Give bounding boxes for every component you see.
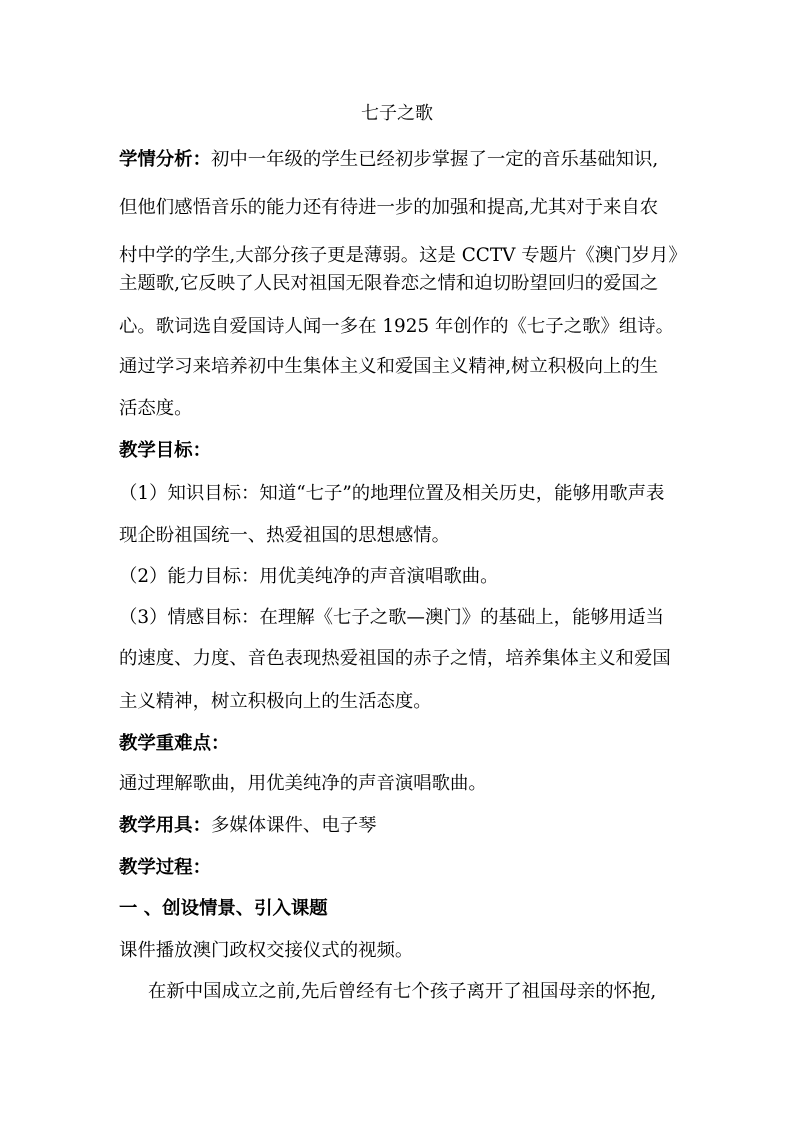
process-heading: 教学过程：: [119, 857, 211, 878]
analysis-line-2: 但他们感悟音乐的能力还有待进一步的加强和提高,尤其对于来自农: [119, 197, 659, 218]
analysis-line-3: 村中学的学生,大部分孩子更是薄弱。这是 CCTV 专题片《澳门岁月》: [119, 245, 687, 266]
analysis-line-6: 通过学习来培养初中生集体主义和爱国主义精神,树立积极向上的生: [119, 356, 659, 377]
goals-line-6: 主义精神，树立积极向上的生活态度。: [119, 691, 432, 712]
section1-paragraph: 在新中国成立之前,先后曾经有七个孩子离开了祖国母亲的怀抱,: [148, 981, 657, 1002]
analysis-line-4: 主题歌,它反映了人民对祖国无限眷恋之情和迫切盼望回归的爱国之: [119, 273, 659, 294]
analysis-line-7: 活态度。: [119, 398, 193, 419]
tools-label: 教学用具：: [119, 815, 211, 836]
difficulty-heading: 教学重难点：: [119, 733, 230, 754]
goals-line-2: 现企盼祖国统一、热爱祖国的思想感情。: [119, 525, 451, 546]
section1-text: 课件播放澳门政权交接仪式的视频。: [119, 940, 414, 961]
goals-heading: 教学目标：: [119, 440, 211, 461]
analysis-label: 学情分析：: [119, 149, 211, 170]
analysis-line-5: 心。歌词选自爱国诗人闻一多在 1925 年创作的《七子之歌》组诗。: [119, 316, 675, 337]
goals-line-4: （3）情感目标：在理解《七子之歌—澳门》的基础上，能够用适当: [119, 607, 665, 628]
goals-line-1: （1）知识目标：知道“七子”的地理位置及相关历史，能够用歌声表: [119, 483, 665, 504]
document-title: 七子之歌: [361, 103, 433, 124]
goals-line-5: 的速度、力度、音色表现热爱祖国的赤子之情，培养集体主义和爱国: [119, 648, 671, 669]
analysis-text-1: 初中一年级的学生已经初步掌握了一定的音乐基础知识,: [210, 149, 659, 170]
tools-line: [119, 813, 377, 839]
tools-text: 多媒体课件、电子琴: [210, 815, 377, 836]
section1-heading: 一 、创设情景、引入课题: [119, 898, 328, 919]
goals-line-3: （2）能力目标：用优美纯净的声音演唱歌曲。: [119, 566, 499, 587]
analysis-line-1: [119, 147, 658, 173]
difficulty-text: 通过理解歌曲，用优美纯净的声音演唱歌曲。: [119, 773, 487, 794]
